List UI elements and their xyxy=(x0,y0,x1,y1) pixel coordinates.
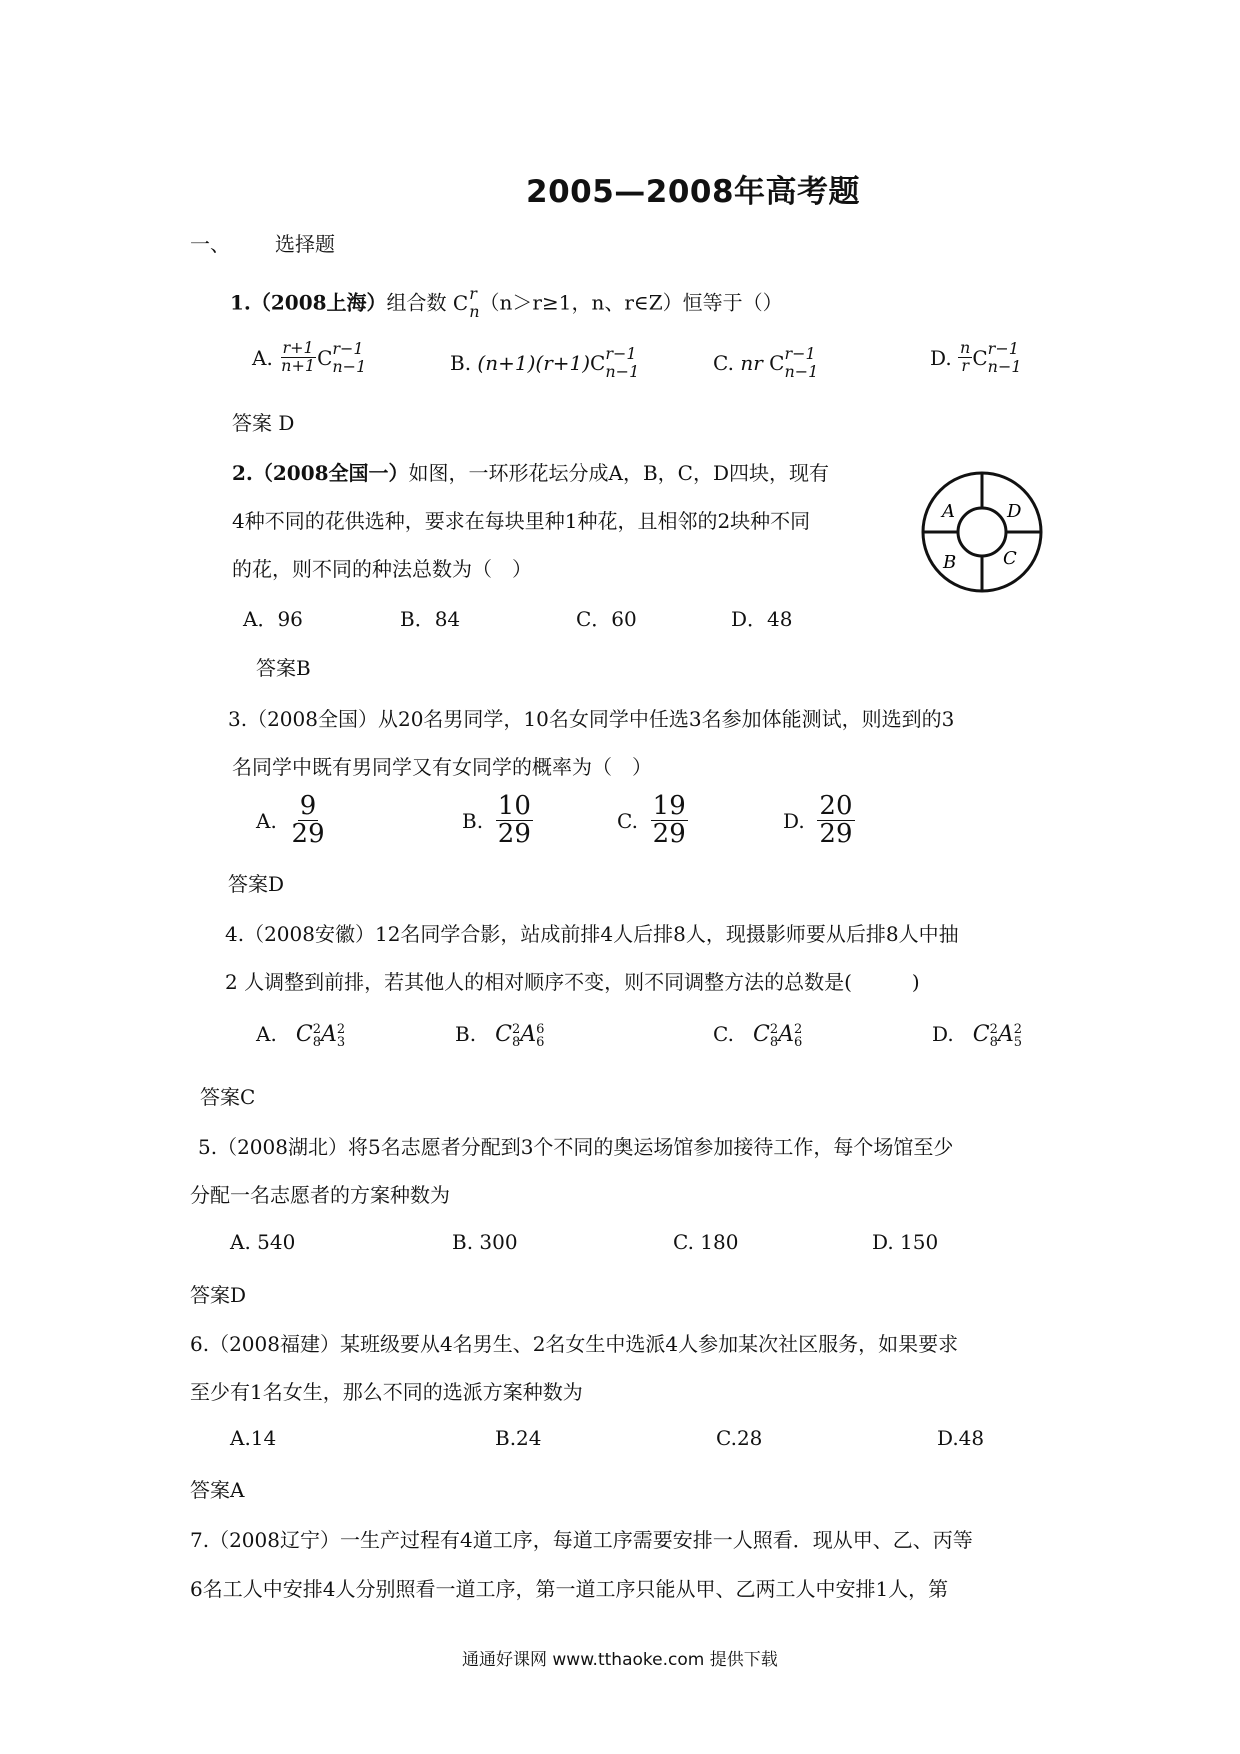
inner-circle xyxy=(958,508,1006,556)
page-footer: 通通好课网 www.tthaoke.com 提供下载 xyxy=(462,1650,778,1670)
question-2-option-b: B．84 xyxy=(400,607,461,631)
question-3-option-d: D. $\frac{20}{29}$ xyxy=(783,791,853,850)
question-2-line-2: 4种不同的花供选种，要求在每块里种1种花，且相邻的2块种不同 xyxy=(232,509,811,533)
question-1 xyxy=(230,285,783,320)
question-2-line-3: 的花，则不同的种法总数为（ ） xyxy=(232,557,532,581)
question-3-line-2: 名同学中既有男同学又有女同学的概率为（ ） xyxy=(232,755,652,779)
question-1-label: 1.（2008上海） xyxy=(230,290,387,315)
page-title: 2005—2008年高考题 xyxy=(526,174,861,210)
question-6-option-b: B.24 xyxy=(495,1426,542,1450)
question-5-option-c: C. 180 xyxy=(673,1230,739,1254)
question-1-text-pre: 组合数 xyxy=(386,290,447,315)
question-6-answer: 答案A xyxy=(190,1478,245,1502)
question-4-line-2: 2 人调整到前排，若其他人的相对顺序不变，则不同调整方法的总数是( ) xyxy=(225,970,920,994)
question-5-line-1: 5.（2008湖北）将5名志愿者分配到3个不同的奥运场馆参加接待工作，每个场馆至少 xyxy=(198,1135,954,1159)
question-3-line-1: 3.（2008全国）从20名男同学，10名女同学中任选3名参加体能测试，则选到的3 xyxy=(228,707,955,731)
region-a-label: A xyxy=(942,501,955,522)
question-2-option-c: C．60 xyxy=(576,607,637,631)
question-7-line-2: 6名工人中安排4人分别照看一道工序，第一道工序只能从甲、乙两工人中安排1人，第 xyxy=(190,1577,949,1601)
question-6-option-a: A.14 xyxy=(230,1426,277,1450)
combination-symbol: C r n xyxy=(452,284,480,321)
question-3-option-b: B. $\frac{10}{29}$ xyxy=(462,791,531,850)
question-6-option-d: D.48 xyxy=(937,1426,985,1450)
question-6-line-2: 至少有1名女生，那么不同的选派方案种数为 xyxy=(190,1380,583,1404)
question-5-line-2: 分配一名志愿者的方案种数为 xyxy=(190,1183,450,1207)
region-d-label: D xyxy=(1007,501,1022,522)
option-a-fraction: $\frac{r+1}{n+1}$ xyxy=(281,338,316,376)
question-7-line-1: 7.（2008辽宁）一生产过程有4道工序，每道工序需要安排一人照看．现从甲、乙、丙等 xyxy=(190,1528,973,1552)
question-3-answer: 答案D xyxy=(228,872,285,896)
question-1-answer: 答案 D xyxy=(232,411,295,435)
question-2-line-1: 2.（2008全国一）如图，一环形花坛分成A，B，C，D四块，现有 xyxy=(232,461,830,485)
question-3-option-a: A. $\frac{9}{29}$ xyxy=(256,791,325,850)
question-5-option-b: B. 300 xyxy=(452,1230,518,1254)
ring-flowerbed-diagram xyxy=(918,468,1046,596)
section-number: 一、 xyxy=(190,232,230,256)
question-2-answer: 答案B xyxy=(256,656,311,680)
question-4-answer: 答案C xyxy=(200,1085,256,1109)
question-4-option-d: D. C 2 8 A 2 5 xyxy=(932,1021,1023,1050)
question-2-option-a: A．96 xyxy=(243,607,303,631)
question-5-option-a: A. 540 xyxy=(230,1230,296,1254)
question-6-option-c: C.28 xyxy=(716,1426,763,1450)
question-4-option-a: A. C 2 8 A 2 3 xyxy=(256,1021,346,1050)
question-1-option-d: D. $\frac{n}{r}$ C r−1 n−1 xyxy=(930,338,1022,376)
section-heading: 选择题 xyxy=(275,232,335,256)
question-6-line-1: 6.（2008福建）某班级要从4名男生、2名女生中选派4人参加某次社区服务，如果要求 xyxy=(190,1332,959,1356)
question-1-text-post: （n＞r≥1，n、r∈Z）恒等于（） xyxy=(479,290,783,315)
question-5-option-d: D. 150 xyxy=(872,1230,939,1254)
region-b-label: B xyxy=(943,552,957,573)
option-d-fraction: $\frac{n}{r}$ xyxy=(960,338,971,376)
question-5-answer: 答案D xyxy=(190,1283,247,1307)
question-1-option-b: B. (n+1)(r+1) C r−1 n−1 xyxy=(450,344,640,381)
region-c-label: C xyxy=(1003,548,1017,569)
question-3-option-c: C. $\frac{19}{29}$ xyxy=(617,791,686,850)
question-2-option-d: D．48 xyxy=(731,607,793,631)
question-1-option-a: A. $\frac{r+1}{n+1}$ C r−1 n−1 xyxy=(252,338,367,376)
question-4-option-c: C. C 2 8 A 2 6 xyxy=(713,1021,803,1050)
question-4-option-b: B. C 2 8 A 6 6 xyxy=(455,1021,545,1050)
question-1-option-c: C. nr C r−1 n−1 xyxy=(713,344,819,381)
question-4-line-1: 4.（2008安徽）12名同学合影，站成前排4人后排8人，现摄影师要从后排8人中抽 xyxy=(225,922,959,946)
